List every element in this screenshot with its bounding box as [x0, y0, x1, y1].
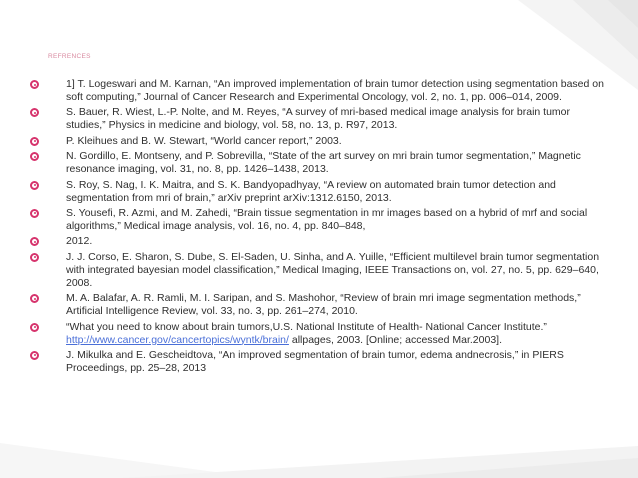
circle-bullet-icon [30, 323, 39, 332]
reference-text: S. Yousefi, R. Azmi, and M. Zahedi, “Brain tissue segmentation in mr images based on a hybrid of mrf and social algorithms,” Medical image analysis, vol. 16, no. 4, pp. 840–848, [66, 206, 588, 232]
reference-text: “What you need to know about brain tumors,U.S. National Institute of Health- National Cancer Institute.” [66, 320, 547, 333]
corner-decoration-top [518, 0, 638, 90]
reference-text: P. Kleihues and B. W. Stewart, “World cancer report,” 2003. [66, 134, 342, 147]
reference-text: S. Bauer, R. Wiest, L.-P. Nolte, and M. Reyes, “A survey of mri-based medical image analysis for brain tumor studies,” Physics in medicine and biology, vol. 58, no. 13, p. R97, 2013. [66, 106, 571, 132]
reference-item [30, 150, 605, 176]
reference-item [30, 349, 605, 375]
circle-bullet-icon [30, 108, 39, 117]
reference-text: J. Mikulka and E. Gescheidtova, “An improved segmentation of brain tumor, edema andnecrosis,” in PIERS Proceedings, pp. 25–28, 2013 [66, 348, 564, 374]
reference-text: S. Roy, S. Nag, I. K. Maitra, and S. K. Bandyopadhyay, “A review on automated brain tumor detection and segmentation from mri of brain,” arXiv preprint arXiv:1312.6150, 2013. [66, 178, 556, 204]
circle-bullet-icon [30, 181, 39, 190]
circle-bullet-icon [30, 80, 39, 89]
circle-bullet-icon [30, 137, 39, 146]
slide-title: REFRENCES [48, 53, 91, 60]
circle-bullet-icon [30, 152, 39, 161]
reference-text: N. Gordillo, E. Montseny, and P. Sobrevilla, “State of the art survey on mri brain tumor segmentation,” Magnetic resonance imaging, vol. 31, no. 8, pp. 1426–1438, 2013. [66, 150, 581, 176]
reference-item [30, 135, 605, 148]
circle-bullet-icon [30, 253, 39, 262]
circle-bullet-icon [30, 209, 39, 218]
corner-decoration-bottom [0, 438, 638, 478]
reference-text: J. J. Corso, E. Sharon, S. Dube, S. El-Saden, U. Sinha, and A. Yuille, “Efficient multilevel brain tumor segmentation with integrated bayesian model classification,” Medical Imaging, IEEE Transactions on, vol. 27, no. 5, pp. 629–640, 2008. [66, 250, 600, 289]
reference-item [30, 207, 605, 233]
reference-item [30, 292, 605, 318]
circle-bullet-icon [30, 294, 39, 303]
circle-bullet-icon [30, 237, 39, 246]
reference-text: 2012. [66, 235, 93, 248]
reference-link[interactable]: http://www.cancer.gov/cancertopics/wyntk/brain/ [66, 333, 289, 346]
reference-text: allpages, 2003. [Online; accessed Mar.2003]. [288, 333, 502, 346]
reference-item [30, 179, 605, 205]
circle-bullet-icon [30, 351, 39, 360]
reference-item [30, 251, 605, 290]
reference-item [30, 321, 605, 347]
reference-item [30, 106, 605, 132]
reference-text: M. A. Balafar, A. R. Ramli, M. I. Saripan, and S. Mashohor, “Review of brain mri image segmentation methods,” Artificial Intelligence Review, vol. 33, no. 3, pp. 261–274, 2010. [66, 292, 581, 318]
reference-list [30, 78, 605, 377]
reference-item [30, 78, 605, 104]
reference-text: 1] T. Logeswari and M. Karnan, “An improved implementation of brain tumor detection using segmentation based on soft computing,” Journal of Cancer Research and Experimental Oncology, vol. 2, no. 1, pp. 006–014, 2009. [66, 78, 604, 103]
reference-item [30, 235, 605, 248]
